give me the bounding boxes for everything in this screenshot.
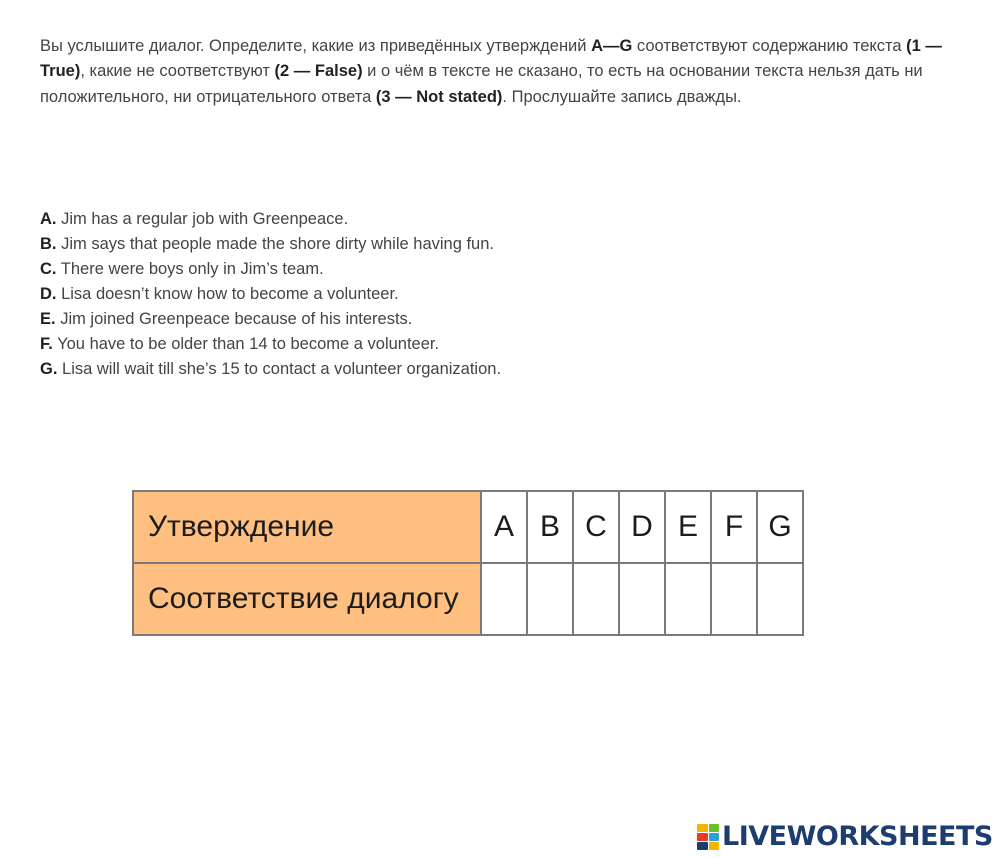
statement-list (40, 207, 740, 382)
statement-text: Lisa doesn’t know how to become a volunteer. (61, 285, 399, 303)
instructions-bold: (3 — Not stated) (375, 87, 503, 106)
liveworksheets-logo (697, 822, 993, 852)
column-header-f: F (711, 491, 757, 563)
answer-cell-b[interactable] (527, 563, 573, 635)
statement-text: Jim says that people made the shore dirty while having fun. (61, 235, 494, 253)
statement-letter: D. (40, 285, 57, 303)
statement-letter: C. (40, 260, 57, 278)
column-header-g: G (757, 491, 803, 563)
table-header-row (133, 491, 803, 563)
logo-mark-icon (697, 824, 719, 850)
statement-item (40, 232, 740, 257)
row-label-match: Соответствие диалогу (133, 563, 481, 635)
instructions-part: и о чём в тексте не сказано, то есть на основании текста нельзя дать ни положительного, ни отрицательного ответа (40, 62, 923, 106)
statement-text: Jim joined Greenpeace because of his interests. (60, 310, 413, 328)
column-header-b: B (527, 491, 573, 563)
statement-item (40, 307, 740, 332)
statement-item (40, 282, 740, 307)
statement-item (40, 357, 740, 382)
statement-text: Jim has a regular job with Greenpeace. (61, 210, 349, 228)
statement-item (40, 207, 740, 232)
answer-cell-c[interactable] (573, 563, 619, 635)
instructions-part: соответствуют содержанию текста (632, 36, 907, 55)
statement-item (40, 257, 740, 282)
statement-text: There were boys only in Jim’s team. (60, 260, 324, 278)
logo-text: LIVEWORKSHEETS (722, 821, 993, 852)
answer-cell-f[interactable] (711, 563, 757, 635)
statement-text: You have to be older than 14 to become a volunteer. (57, 335, 440, 353)
table-answer-row (133, 563, 803, 635)
statement-letter: A. (40, 210, 57, 228)
answer-cell-a[interactable] (481, 563, 527, 635)
answer-cell-d[interactable] (619, 563, 665, 635)
statement-letter: E. (40, 310, 56, 328)
instructions-part: Вы услышите диалог. Определите, какие из приведённых утверждений (40, 36, 592, 55)
column-header-e: E (665, 491, 711, 563)
column-header-a: A (481, 491, 527, 563)
statement-text: Lisa will wait till she’s 15 to contact a volunteer organization. (62, 360, 502, 378)
column-header-d: D (619, 491, 665, 563)
instructions-bold: (2 — False) (274, 62, 363, 80)
column-header-c: C (573, 491, 619, 563)
instructions-text (40, 34, 975, 111)
instructions-bold: А—G (591, 36, 633, 55)
instructions-part: . Прослушайте запись дважды. (502, 87, 742, 106)
instructions-bold: (1 — True) (40, 36, 942, 80)
answer-cell-g[interactable] (757, 563, 803, 635)
instructions-part: , какие не соответствуют (80, 62, 275, 80)
statement-letter: B. (40, 235, 57, 253)
row-label-statement: Утверждение (133, 491, 481, 563)
answer-table (132, 490, 804, 636)
statement-letter: G. (40, 360, 58, 378)
statement-letter: F. (40, 335, 53, 353)
answer-cell-e[interactable] (665, 563, 711, 635)
statement-item (40, 332, 740, 357)
